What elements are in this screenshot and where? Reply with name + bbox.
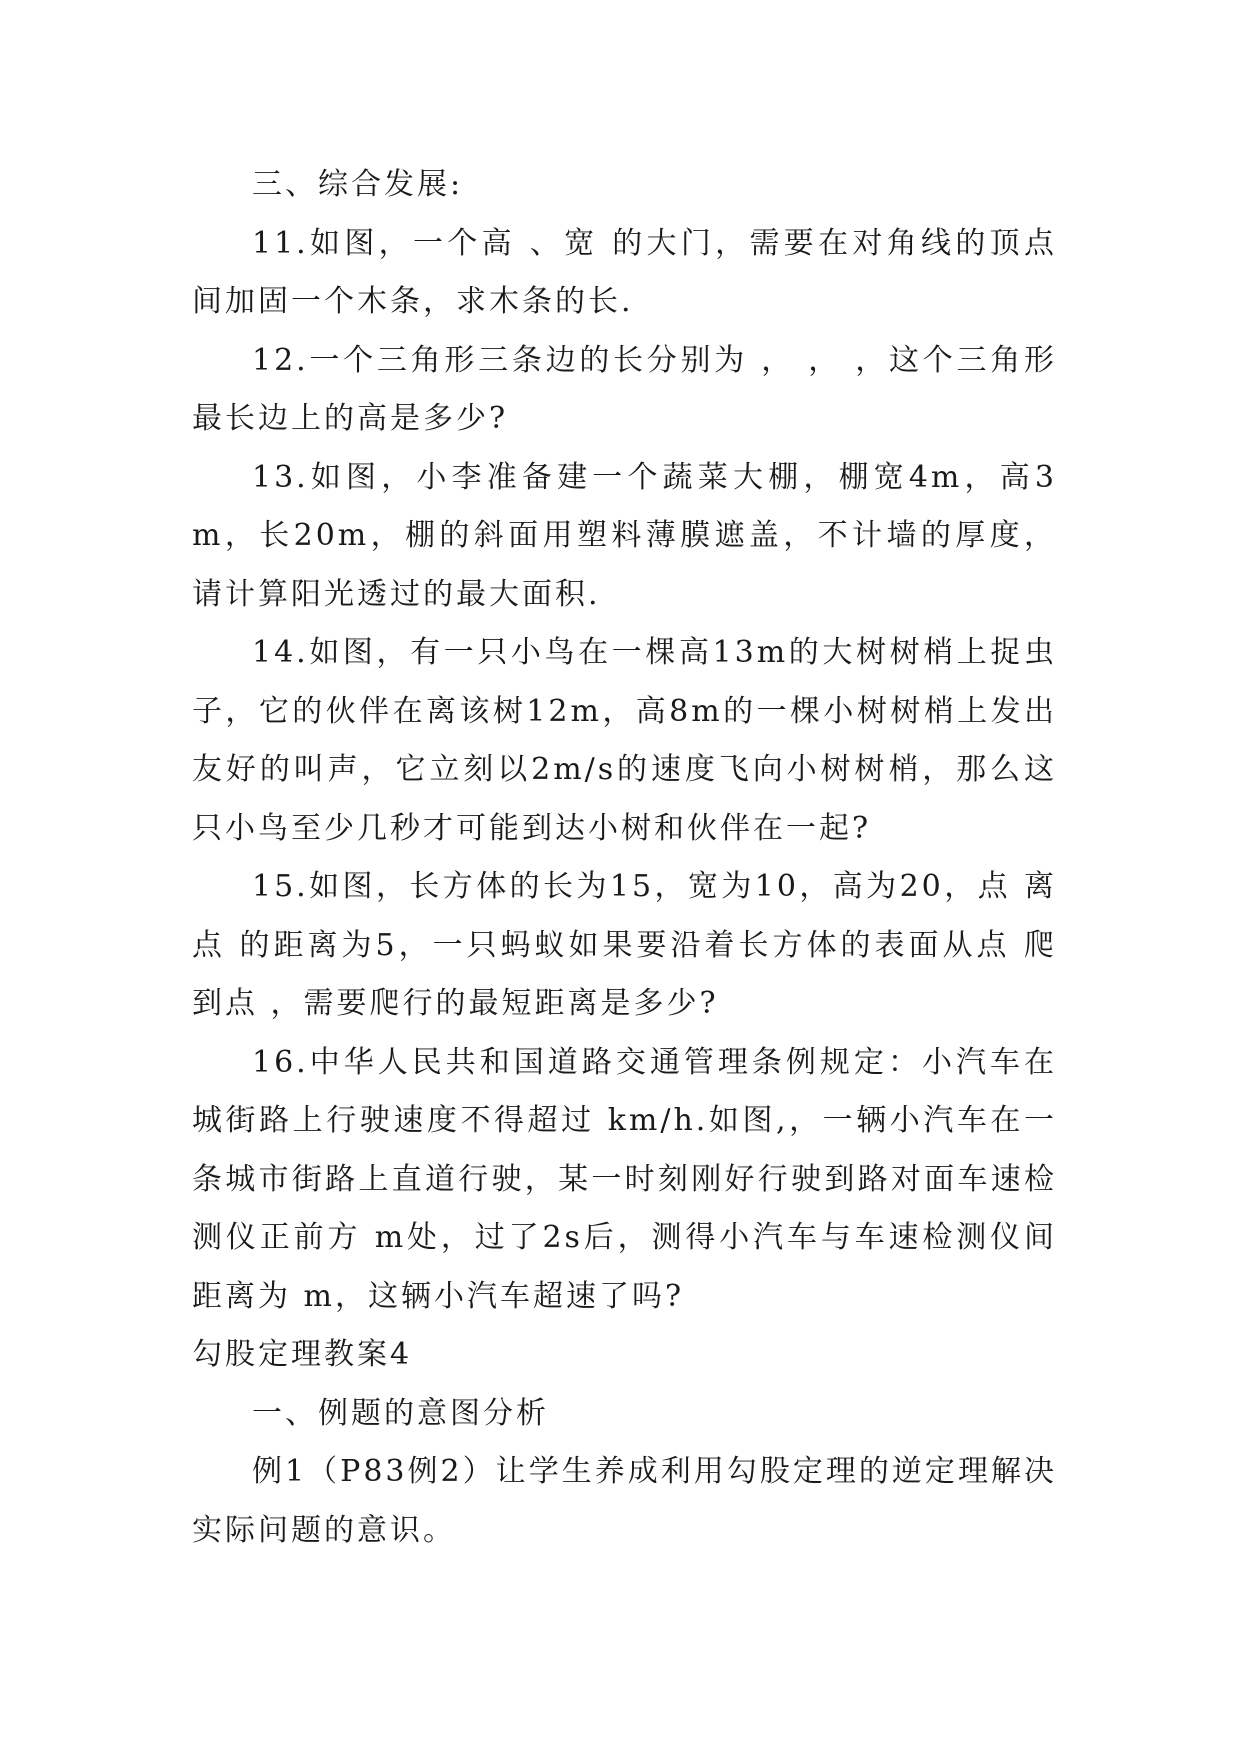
- lesson-plan-title: 勾股定理教案4: [192, 1337, 413, 1372]
- problem-paragraph: 11.如图，一个高 、宽 的大门，需要在对角线的顶点间加固一个木条，求木条的长.: [192, 225, 1057, 319]
- problem-paragraph: 16.中华人民共和国道路交通管理条例规定：小汽车在城街路上行驶速度不得超过 km/h.如图,，一辆小汽车在一条城市街路上直道行驶，某一时刻刚好行驶到路对面车速检测仪正前方 m处，过了2s后，测得小汽车与车速检测仪间距离为 m，这辆小汽车超速了吗?: [192, 1044, 1057, 1314]
- example-paragraph: 例1（P83例2）让学生养成利用勾股定理的逆定理解决实际问题的意识。: [192, 1454, 1057, 1548]
- document-body: [192, 156, 1057, 1560]
- problem-paragraph: 14.如图，有一只小鸟在一棵高13m的大树树梢上捉虫子，它的伙伴在离该树12m，高8m的一棵小树树梢上发出友好的叫声，它立刻以2m/s的速度飞向小树树梢，那么这只小鸟至少几秒才可能到达小树和伙伴在一起?: [192, 635, 1057, 846]
- problem-paragraph: 15.如图，长方体的长为15，宽为10，高为20，点 离点 的距离为5，一只蚂蚁如果要沿着长方体的表面从点 爬到点 ，需要爬行的最短距离是多少?: [192, 869, 1057, 1021]
- section-heading: 三、综合发展:: [252, 167, 464, 202]
- section-heading: 一、例题的意图分析: [252, 1395, 549, 1431]
- problem-paragraph: 13.如图，小李准备建一个蔬菜大棚，棚宽4m，高3m，长20m，棚的斜面用塑料薄膜遮盖，不计墙的厚度，请计算阳光透过的最大面积.: [192, 459, 1057, 612]
- problem-paragraph: 12.一个三角形三条边的长分别为 ， ， ，这个三角形最长边上的高是多少?: [192, 342, 1057, 436]
